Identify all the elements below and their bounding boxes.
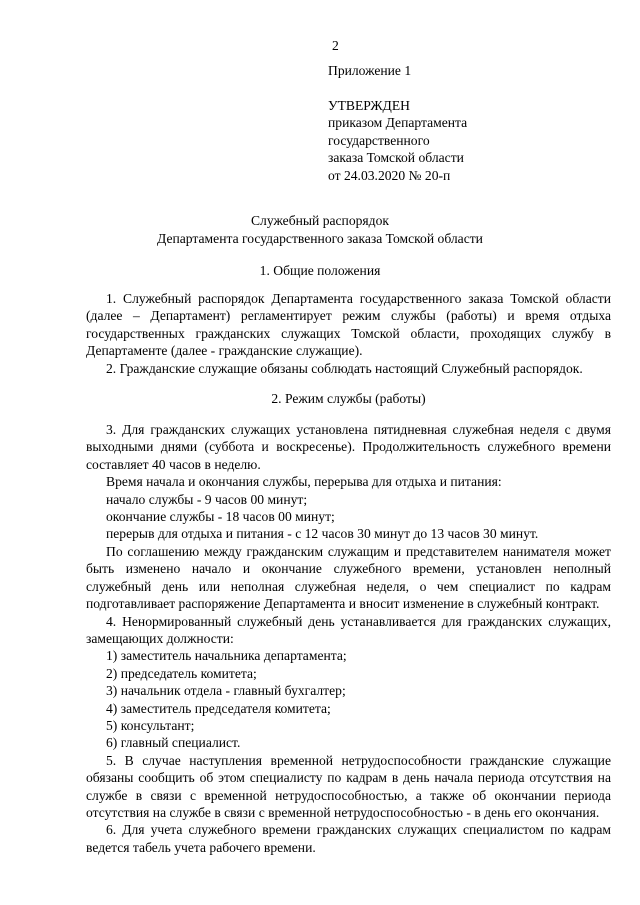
paragraph-6: 6. Для учета служебного времени гражданских служащих специалистом по кадрам ведется табель учета рабочего времени.: [86, 822, 611, 855]
paragraph-3-break: перерыв для отдыха и питания - с 12 часов 30 минут до 13 часов 30 минут.: [106, 526, 539, 542]
paragraph-4: 4. Ненормированный служебный день устанавливается для гражданских служащих, замещающих должности:: [86, 613, 611, 646]
paragraph-5: 5. В случае наступления временной нетрудоспособности гражданские служащие обязаны сообщить об этом специалисту по кадрам в день начала периода отсутствия на службе в связи с временной нетрудоспособностью, а также об окончании периода отсутствия на службе в связи с временной нетрудоспособностью - в день его окончания.: [86, 752, 611, 820]
page-number: 2: [332, 38, 339, 53]
document-subtitle: Департамента государственного заказа Томской области: [157, 231, 483, 246]
approval-block: [328, 62, 528, 184]
approval-line: заказа Томской области: [328, 150, 464, 165]
paragraph-3-agreement: По соглашению между гражданским служащим и представителем нанимателя может быть изменено начало и окончание служебного времени, установлен неполный служебный день или неполная служебная неделя, о чем специалист по кадрам подготавливает распоряжение Департамента и вносит изменение в служебный контракт.: [86, 543, 611, 612]
paragraph-3: 3. Для гражданских служащих установлена пятидневная служебная неделя с двумя выходными днями (суббота и воскресенье). Продолжительность служебного времени составляет 40 часов в неделю.: [86, 422, 611, 472]
annex-label: Приложение 1: [328, 63, 412, 78]
approval-line: приказом Департамента: [328, 115, 468, 130]
paragraph-3-end: окончание службы - 18 часов 00 минут;: [106, 509, 335, 525]
approval-date: от 24.03.2020 № 20-п: [328, 167, 451, 183]
paragraph-3-schedule: Время начала и окончания службы, перерыва для отдыха и питания:: [106, 474, 502, 490]
section-2-heading: 2. Режим службы (работы): [271, 391, 426, 407]
list-item: 3) начальник отдела - главный бухгалтер;: [106, 683, 346, 699]
section-1-heading: 1. Общие положения: [259, 263, 381, 278]
document-body: [86, 290, 611, 856]
list-item: 2) председатель комитета;: [106, 665, 257, 681]
document-title: Служебный распорядок: [250, 213, 389, 228]
list-item: 1) заместитель начальника департамента;: [106, 648, 347, 664]
list-item: 5) консультант;: [106, 717, 195, 733]
list-item: 6) главный специалист.: [106, 735, 241, 751]
paragraph-3-start: начало службы - 9 часов 00 минут;: [106, 491, 308, 507]
paragraph-2: 2. Гражданские служащие обязаны соблюдать настоящий Служебный распорядок.: [106, 360, 583, 376]
paragraph-1: 1. Служебный распорядок Департамента государственного заказа Томской области (далее – Департамент) регламентирует режим службы (работы) и время отдыха государственных гражданских служащих Томской области, проходящих службу в Департаменте (далее - гражданские служащие).: [86, 291, 611, 359]
approval-line: государственного: [328, 132, 430, 148]
list-item: 4) заместитель председателя комитета;: [106, 700, 331, 716]
approved-label: УТВЕРЖДЕН: [328, 97, 410, 113]
